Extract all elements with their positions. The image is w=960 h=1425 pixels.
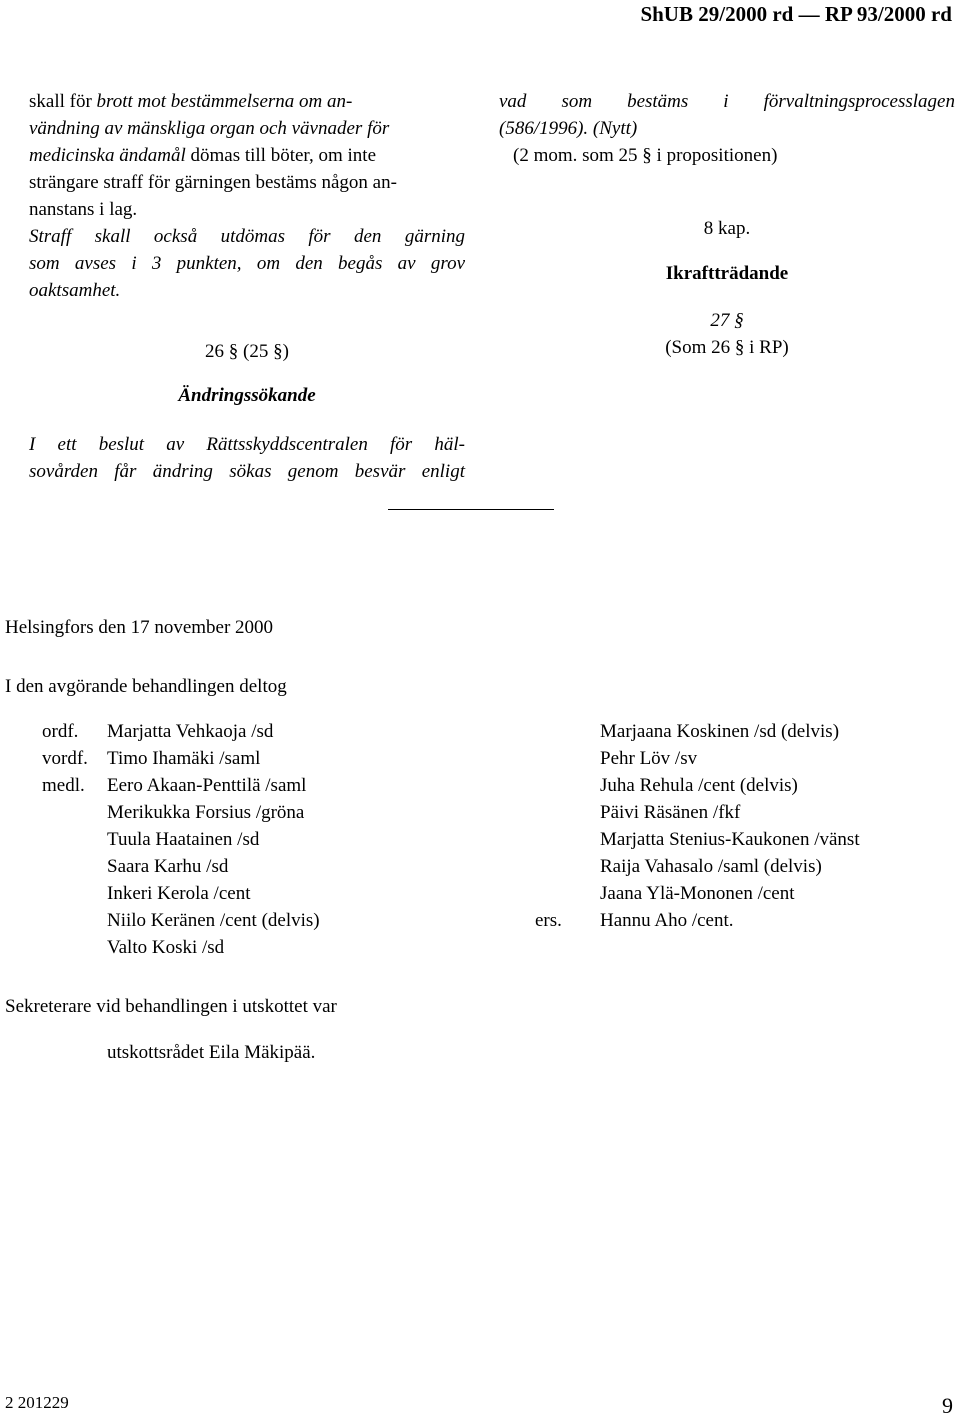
participant-name: Marjaana Koskinen /sd (delvis)	[600, 721, 840, 742]
secretary-intro: Sekreterare vid behandlingen i utskottet var	[5, 996, 337, 1017]
participant-name: Juha Rehula /cent (delvis)	[600, 775, 798, 796]
participant-name: Marjatta Vehkaoja /sd	[107, 721, 274, 742]
participant-name: Valto Koski /sd	[107, 937, 225, 958]
place-date: Helsingfors den 17 november 2000	[5, 617, 274, 638]
participant-name: Niilo Keränen /cent (delvis)	[107, 910, 320, 931]
participant-name: Merikukka Forsius /gröna	[107, 802, 305, 823]
role-vice-chair: vordf.	[42, 748, 88, 769]
role-substitute: ers.	[535, 910, 562, 931]
section-note: (Som 26 § i RP)	[665, 337, 789, 358]
chapter-heading-ikrafttradande: Ikraftträdande	[665, 263, 789, 284]
participants-intro: I den avgörande behandlingen deltog	[5, 676, 287, 697]
section-number-27: 27 §	[710, 310, 744, 331]
secretary-name: utskottsrådet Eila Mäkipää.	[107, 1042, 316, 1063]
section-heading-andringssokande: Ändringssökande	[178, 385, 316, 406]
running-header: ShUB 29/2000 rd — RP 93/2000 rd	[640, 2, 952, 26]
participant-name: Saara Karhu /sd	[107, 856, 229, 877]
participant-name: Pehr Löv /sv	[600, 748, 698, 769]
participant-name: Eero Akaan-Penttilä /saml	[107, 775, 307, 796]
separator-rule	[388, 509, 554, 510]
role-members: medl.	[42, 775, 85, 796]
section-number-26: 26 § (25 §)	[205, 341, 289, 362]
footer-code: 2 201229	[5, 1393, 69, 1412]
participant-name: Inkeri Kerola /cent	[107, 883, 251, 904]
participant-name: Raija Vahasalo /saml (delvis)	[600, 856, 822, 877]
participant-name: Timo Ihamäki /saml	[107, 748, 261, 769]
participant-name: Päivi Räsänen /fkf	[600, 802, 741, 823]
participant-name: Tuula Haatainen /sd	[107, 829, 260, 850]
role-chair: ordf.	[42, 721, 79, 742]
chapter-8: 8 kap.	[703, 218, 751, 239]
participant-name: Jaana Ylä-Mononen /cent	[600, 883, 795, 904]
participant-name: Marjatta Stenius-Kaukonen /vänst	[600, 829, 860, 850]
page-number: 9	[942, 1393, 953, 1418]
participant-name: Hannu Aho /cent.	[600, 910, 734, 931]
